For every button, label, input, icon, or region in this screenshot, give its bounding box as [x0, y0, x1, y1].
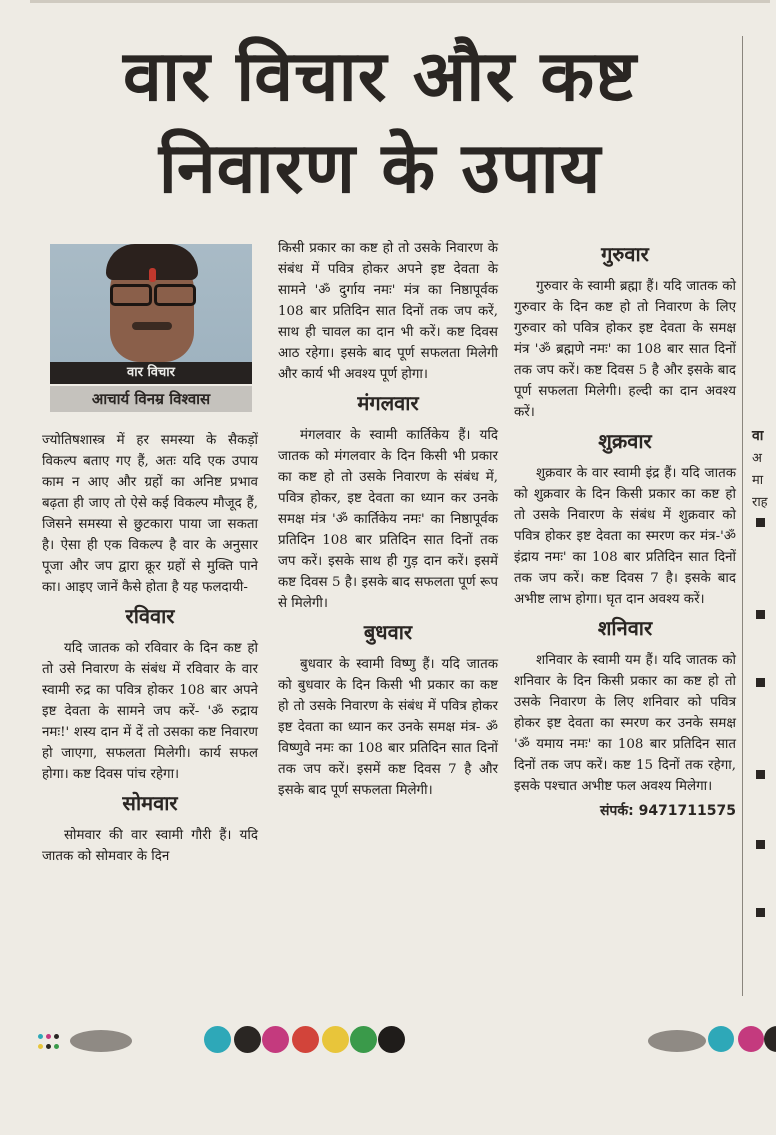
heading-ravivar: रविवार [125, 604, 175, 628]
column-2 [278, 238, 498, 801]
margin-bullet [756, 610, 765, 619]
text-shanivar: शनिवार के स्वामी यम हैं। यदि जातक को शनिवार के दिन किसी प्रकार का कष्ट हो तो उसके निवारण के लिए शनिवार को पवित्र होकर इष्ट देवता का स्मरण कर उनके समक्ष 'ॐ यमाय नमः' का 108 बार प्रतिदिन सात दिनों तक जप करें। कष्ट 15 दिनों तक रहेगा, इसके पश्चात अभीष्ट फल अवश्य मिलेगा। [514, 653, 736, 794]
margin-bullet [756, 678, 765, 687]
color-dot [322, 1026, 349, 1053]
text-somvar: सोमवार की वार स्वामी गौरी हैं। यदि जातक को सोमवार के दिन [42, 828, 258, 864]
color-dot [204, 1026, 231, 1053]
tilak-mark [149, 268, 156, 282]
text-ravivar: यदि जातक को रविवार के दिन कष्ट हो तो उसे निवारण के संबंध में रविवार के वार स्वामी रुद्र का पवित्र होकर 108 बार अपने इष्ट देवता के सामने जप करें- 'ॐ रुद्राय नमः!' शस्य दान में दें तो उसका कष्ट निवारण हो जाएगा, सफलता मिलेगी। कार्य सफल होगा। कष्ट दिवस पांच रहेगा। [42, 641, 258, 782]
column-rule [742, 36, 743, 996]
headline [30, 30, 730, 214]
heading-shukravar: शुक्रवार [598, 429, 652, 453]
margin-bullet [756, 518, 765, 527]
margin-line-1: अ [752, 451, 762, 466]
heading-mangalvar: मंगलवार [357, 391, 419, 415]
tiny-dot [54, 1034, 59, 1039]
tiny-dot [46, 1044, 51, 1049]
headline-line-1: वार विचार और कष्ट [123, 35, 637, 117]
text-somvar-continued: किसी प्रकार का कष्ट हो तो उसके निवारण के संबंध में पवित्र होकर अपने इष्ट देवता के सामने 'ॐ दुर्गाय नमः' मंत्र का निष्ठापूर्वक 108 बार प्रतिदिन सात दिनों तक जप करें, साथ ही चावल का दान भी करें। कष्ट दिवस आठ रहेगा। इसके बाद पूर्ण सफलता मिलेगी और कार्य भी अवश्य पूर्ण होगा। [278, 241, 498, 382]
margin-line-3: राह [752, 495, 768, 510]
glasses-icon [110, 284, 196, 302]
tiny-dot [46, 1034, 51, 1039]
margin-bullet [756, 908, 765, 917]
heading-somvar: सोमवार [122, 791, 178, 815]
text-guruvar: गुरुवार के स्वामी ब्रह्मा हैं। यदि जातक को गुरुवार के दिन कष्ट हो तो निवारण के लिए गुरुवार को पवित्र होकर इष्ट देवता के समक्ष मंत्र 'ॐ ब्रह्मणे नमः' का 108 बार सात दिनों तक जप करें। कष्ट दिवस 5 है और इसके बाद पूर्ण सफलता मिलेगी। हल्दी का दान अवश्य करें। [514, 279, 736, 420]
color-dot [262, 1026, 289, 1053]
heading-budhvar: बुधवार [363, 620, 413, 644]
color-dot [234, 1026, 261, 1053]
margin-line-2: मा [752, 473, 764, 488]
column-1 [42, 430, 258, 867]
column-tag: वार विचार [50, 362, 252, 384]
author-name: आचार्य विनम्र विश्वास [50, 386, 252, 412]
tiny-dot [38, 1044, 43, 1049]
headline-line-2: निवारण के उपाय [158, 127, 602, 209]
color-dot [350, 1026, 377, 1053]
color-dot [738, 1026, 764, 1052]
intro-paragraph: ज्योतिषशास्त्र में हर समस्या के सैकड़ों विकल्प बताए गए हैं, अतः यदि एक उपाय काम न आए और ग्रहों का अनिष्ट प्रभाव बढ़ता ही जाए तो ऐसे कई विकल्प मौजूद हैं, जिसने समस्या से छुटकारा पाया जा सकता है। ऐसा ही एक विकल्प है वार के अनुसार पूजा और जप द्वारा क्रूर ग्रहों से मुक्ति पाने का। आइए जानें कैसे होता है यह फलदायी- [42, 433, 258, 595]
margin-bullet [756, 770, 765, 779]
contact-line: संपर्क: 9471711575 [599, 803, 736, 819]
grey-oval [648, 1030, 706, 1052]
column-3 [514, 236, 736, 822]
heading-guruvar: गुरुवार [601, 242, 649, 266]
heading-shanivar: शनिवार [597, 616, 653, 640]
mustache [132, 322, 172, 330]
text-shukravar: शुक्रवार के वार स्वामी इंद्र हैं। यदि जातक को शुक्रवार के दिन किसी प्रकार का कष्ट हो तो उसके निवारण के संबंध में शुक्रवार को पवित्र होकर इष्ट देवता का स्मरण कर मंत्र-'ॐ इंद्राय नमः' का 108 बार प्रतिदिन सात दिनों तक जप करें। कष्ट दिवस 7 है। इसके बाद अभीष्ट लाभ होगा। घृत दान अवश्य करें। [514, 466, 736, 607]
text-mangalvar: मंगलवार के स्वामी कार्तिकेय हैं। यदि जातक को मंगलवार के दिन किसी भी प्रकार का कष्ट हो तो उसके निवारण के संबंध में, पवित्र होकर, इष्ट देवता का ध्यान कर उनके समक्ष मंत्र 'ॐ कार्तिकेय नमः' का निष्ठापूर्वक प्रतिदिन 108 बार प्रतिदिन सात दिनों तक जप करें। इसके साथ ही गुड़ दान करें। इसमें कष्ट दिवस 5 है। इसके बाद सफलता पूर्ण रूप से मिलेगी। [278, 428, 498, 611]
top-rule [30, 0, 770, 3]
color-dot [708, 1026, 734, 1052]
tiny-dot [38, 1034, 43, 1039]
color-dot [764, 1026, 776, 1052]
author-photo [50, 244, 252, 362]
color-dot [292, 1026, 319, 1053]
tiny-dot [54, 1044, 59, 1049]
color-dot [378, 1026, 405, 1053]
margin-bullet [756, 840, 765, 849]
text-budhvar: बुधवार के स्वामी विष्णु हैं। यदि जातक को बुधवार के दिन किसी भी प्रकार का कष्ट हो तो उसके निवारण के संबंध में पवित्र होकर इष्ट देवता का ध्यान कर उनके समक्ष मंत्र- ॐ विष्णुवे नमः का 108 बार प्रतिदिन सात दिनों तक जप करें। इसमें कष्ट दिवस 7 है और इसके बाद पूर्ण सफलता मिलेगी। [278, 657, 498, 798]
margin-heading: वा [752, 428, 764, 444]
grey-oval [70, 1030, 132, 1052]
